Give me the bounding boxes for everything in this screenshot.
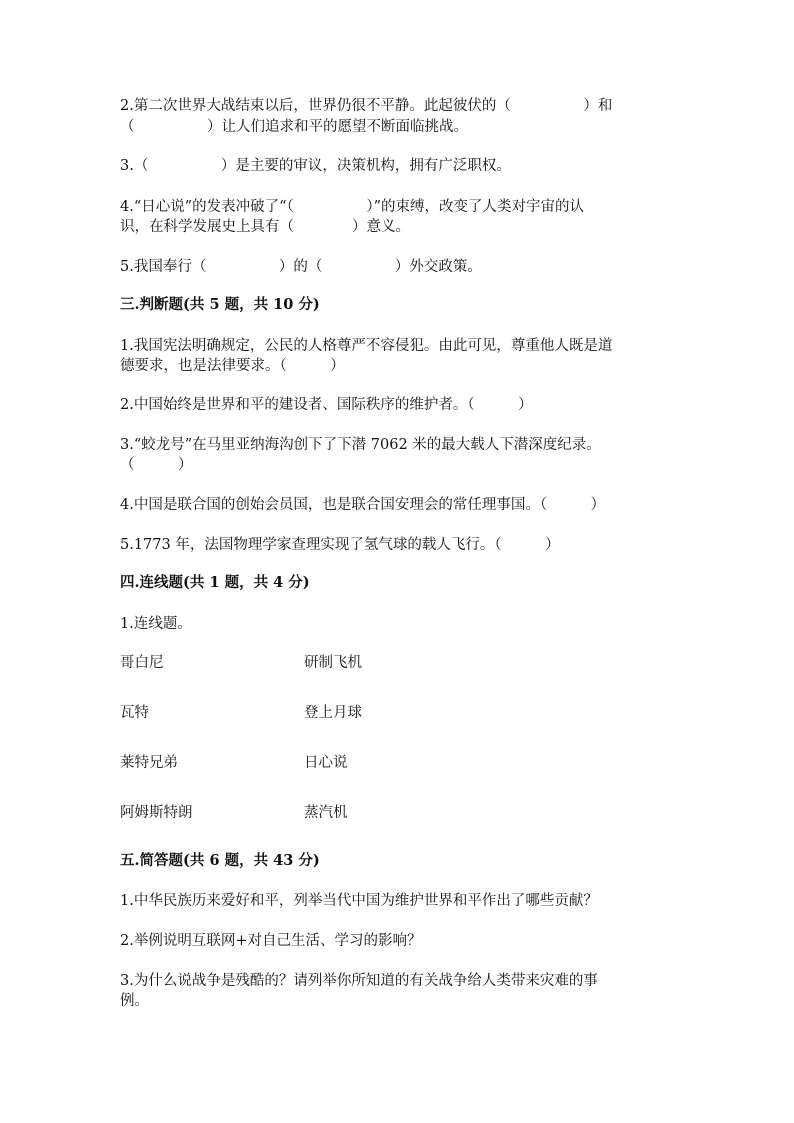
judge-q5: 5.1773 年，法国物理学家查理实现了氢气球的载人飞行。（ ）	[120, 537, 560, 553]
match-left-item: 阿姆斯特朗	[120, 805, 193, 821]
match-right-item: 登上月球	[304, 705, 362, 721]
match-left-item: 瓦特	[120, 705, 149, 721]
short-q2: 2.举例说明互联网+对自己生活、学习的影响？	[120, 933, 422, 949]
section4-heading: 四.连线题(共 1 题，共 4 分)	[120, 574, 310, 591]
fill-q3: 3.（ ）是主要的审议，决策机构，拥有广泛职权。	[120, 158, 511, 174]
section3-heading: 三.判断题(共 5 题，共 10 分)	[120, 296, 320, 313]
fill-q2-line2: （ ）让人们追求和平的愿望不断面临挑战。	[120, 119, 468, 135]
fill-q2-line1: 2.第二次世界大战结束以后，世界仍很不平静。此起彼伏的（ ）和	[120, 98, 613, 114]
judge-q4: 4.中国是联合国的创始会员国，也是联合国安理会的常任理事国。（ ）	[120, 497, 606, 513]
match-right-item: 蒸汽机	[304, 805, 348, 821]
match-left-item: 莱特兄弟	[120, 755, 178, 771]
short-q3-line1: 3.为什么说战争是残酷的？请列举你所知道的有关战争给人类带来灾难的事	[120, 973, 598, 989]
judge-q2: 2.中国始终是世界和平的建设者、国际秩序的维护者。（ ）	[120, 397, 533, 413]
fill-q4-line2: 识，在科学发展史上具有（ ）意义。	[120, 219, 410, 235]
judge-q1-line1: 1.我国宪法明确规定，公民的人格尊严不容侵犯。由此可见，尊重他人既是道	[120, 338, 613, 354]
judge-q3-line1: 3.“蛟龙号”在马里亚纳海沟创下了下潜 7062 米的最大载人下潜深度纪录。	[120, 437, 601, 453]
fill-q4-line1: 4.“日心说”的发表冲破了“（ ）”的束缚，改变了人类对宇宙的认	[120, 199, 584, 215]
match-left-item: 哥白尼	[120, 655, 164, 671]
section5-heading: 五.简答题(共 6 题，共 43 分)	[120, 852, 320, 869]
match-right-item: 日心说	[304, 755, 348, 771]
fill-q5: 5.我国奉行（ ）的（ ）外交政策。	[120, 259, 482, 275]
judge-q3-line2: （ ）	[120, 457, 193, 473]
match-right-item: 研制飞机	[304, 655, 362, 671]
judge-q1-line2: 德要求，也是法律要求。（ ）	[120, 358, 345, 374]
match-q1: 1.连线题。	[120, 616, 192, 632]
short-q3-line2: 例。	[120, 993, 149, 1009]
short-q1: 1.中华民族历来爱好和平，列举当代中国为维护世界和平作出了哪些贡献？	[120, 893, 598, 909]
